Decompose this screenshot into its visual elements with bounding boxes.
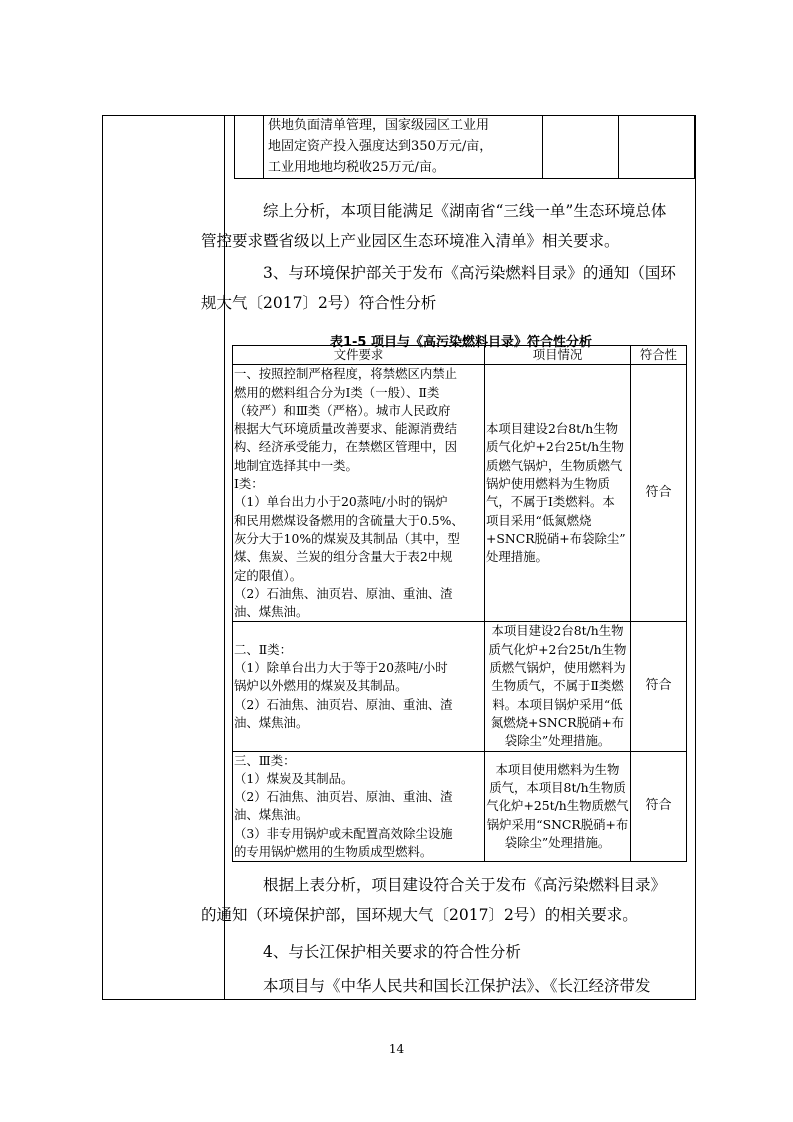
compliance-table <box>232 345 687 862</box>
text-line: 油、煤焦油。 <box>234 807 309 823</box>
situation-cell <box>485 751 631 862</box>
text-line: 定的限值）。 <box>234 567 303 583</box>
table-row <box>233 751 687 862</box>
text-line: 锅炉使用燃料为生物质 <box>486 476 610 492</box>
section-3-heading <box>201 258 690 318</box>
text-line: （1）除单台出力大于等于20蒸吨/小时 <box>234 660 448 676</box>
text-line: Ⅰ类： <box>234 476 264 492</box>
text-line: （2）石油焦、油页岩、原油、重油、渣 <box>234 585 453 601</box>
text-line: 燃用的燃料组合分为Ⅰ类（一般）、Ⅱ类 <box>234 384 440 400</box>
text-line: 质燃气锅炉，使用燃料为 <box>489 660 626 676</box>
text-line: （1）煤炭及其制品。 <box>234 770 354 786</box>
section-3-line: 3、与环境保护部关于发布《高污染燃料目录》的通知（国环 <box>263 264 676 282</box>
text-line: 本项目建设2台8t/h生物 <box>486 421 619 437</box>
requirement-cell <box>233 751 485 862</box>
header-requirement: 文件要求 <box>233 346 485 365</box>
text-line: 煤、焦炭、兰炭的组分含量大于表2中规 <box>234 549 453 565</box>
text-line: 袋除尘”处理措施。 <box>504 733 611 749</box>
conclusion-paragraph <box>201 870 690 930</box>
continued-line: 供地负面清单管理，国家级园区工业用 <box>268 118 490 133</box>
text-line: 根据大气环境质量改善要求、能源消费结 <box>234 421 458 437</box>
compliance-cell: 符合 <box>631 751 687 862</box>
header-compliance: 符合性 <box>631 346 687 365</box>
compliance-cell: 符合 <box>631 365 687 622</box>
text-line: 三、Ⅲ类： <box>234 752 296 768</box>
text-line: 生物质气，不属于Ⅱ类燃 <box>491 678 624 694</box>
text-line: 二、Ⅱ类： <box>234 641 292 657</box>
table-header-row <box>233 346 687 365</box>
table-row <box>233 622 687 751</box>
situation-cell <box>485 365 631 622</box>
situation-cell <box>485 622 631 751</box>
continued-table-cell-empty <box>543 115 619 179</box>
conclusion-line: 根据上表分析，项目建设符合关于发布《高污染燃料目录》 <box>263 876 667 894</box>
header-situation: 项目情况 <box>485 346 631 365</box>
text-line: （1）单台出力小于20蒸吨/小时的锅炉 <box>234 494 448 510</box>
text-line: 气，不属于Ⅰ类燃料。本 <box>486 494 615 510</box>
section-3-line: 规大气〔2017〕2号）符合性分析 <box>201 294 437 312</box>
text-line: +SNCR脱硝+布袋除尘” <box>486 530 626 546</box>
text-line: （2）石油焦、油页岩、原油、重油、渣 <box>234 789 453 805</box>
continued-line: 工业用地地均税收25万元/亩。 <box>268 160 445 175</box>
summary-line: 综上分析，本项目能满足《湖南省“三线一单”生态环境总体 <box>263 202 667 220</box>
continued-line: 地固定资产投入强度达到350万元/亩， <box>268 139 493 154</box>
text-line: 袋除尘”处理措施。 <box>504 834 611 850</box>
text-line: 本项目建设2台8t/h生物 <box>491 623 624 639</box>
text-line: 料。本项目锅炉采用“低 <box>492 696 623 712</box>
text-line: 和民用燃煤设备燃用的含硫量大于0.5%、 <box>234 512 464 528</box>
text-line: （较严）和Ⅲ类（严格）。城市人民政府 <box>234 402 451 418</box>
section-4-heading: 4、与长江保护相关要求的符合性分析 <box>263 943 521 961</box>
table-row <box>233 365 687 622</box>
section-4-line: 本项目与《中华人民共和国长江保护法》、《长江经济带发 <box>263 977 651 995</box>
text-line: 质气，本项目8t/h生物质 <box>489 779 626 795</box>
text-line: （2）石油焦、油页岩、原油、重油、渣 <box>234 696 453 712</box>
text-line: 的专用锅炉燃用的生物质成型燃料。 <box>234 844 433 860</box>
text-line: 油、煤焦油。 <box>234 604 309 620</box>
text-line: 构、经济承受能力，在禁燃区管理中，因 <box>234 439 458 455</box>
text-line: 质气化炉+2台25t/h生物 <box>488 641 627 657</box>
text-line: 一、按照控制严格程度，将禁燃区内禁止 <box>234 366 458 382</box>
section-4-paragraph <box>232 937 690 1001</box>
text-line: （3）非专用锅炉或未配置高效除尘设施 <box>234 825 453 841</box>
table-caption: 表1-5 项目与《高污染燃料目录》符合性分析 <box>329 335 592 350</box>
continued-table-cell-empty <box>235 115 264 179</box>
text-line: 氮燃烧+SNCR脱硝+布 <box>490 714 625 730</box>
summary-line: 管控要求暨省级以上产业园区生态环境准入清单》相关要求。 <box>201 232 620 250</box>
page-number: 14 <box>388 1042 405 1056</box>
text-line: 锅炉采用“SNCR脱硝+布 <box>486 816 629 832</box>
text-line: 本项目使用燃料为生物 <box>495 761 620 777</box>
text-line: 项目采用“低氮燃烧 <box>486 512 592 528</box>
text-line: 质气化炉+2台25t/h生物 <box>486 439 624 455</box>
requirement-cell <box>233 365 485 622</box>
text-line: 气化炉+25t/h生物质燃气 <box>486 798 629 814</box>
text-line: 油、煤焦油。 <box>234 714 309 730</box>
requirement-cell <box>233 622 485 751</box>
compliance-cell: 符合 <box>631 622 687 751</box>
text-line: 处理措施。 <box>486 549 548 565</box>
text-line: 地制宜选择其中一类。 <box>234 457 358 473</box>
continued-table <box>234 115 695 179</box>
summary-paragraph <box>201 196 690 256</box>
continued-table-cell-empty <box>619 115 695 179</box>
text-line: 锅炉以外燃用的煤炭及其制品。 <box>234 678 408 694</box>
text-line: 灰分大于10%的煤炭及其制品（其中，型 <box>234 530 460 546</box>
conclusion-line: 的通知（环境保护部，国环规大气〔2017〕2号）的相关要求。 <box>201 906 638 924</box>
continued-table-text-cell <box>264 115 543 179</box>
text-line: 质燃气锅炉，生物质燃气 <box>486 457 623 473</box>
